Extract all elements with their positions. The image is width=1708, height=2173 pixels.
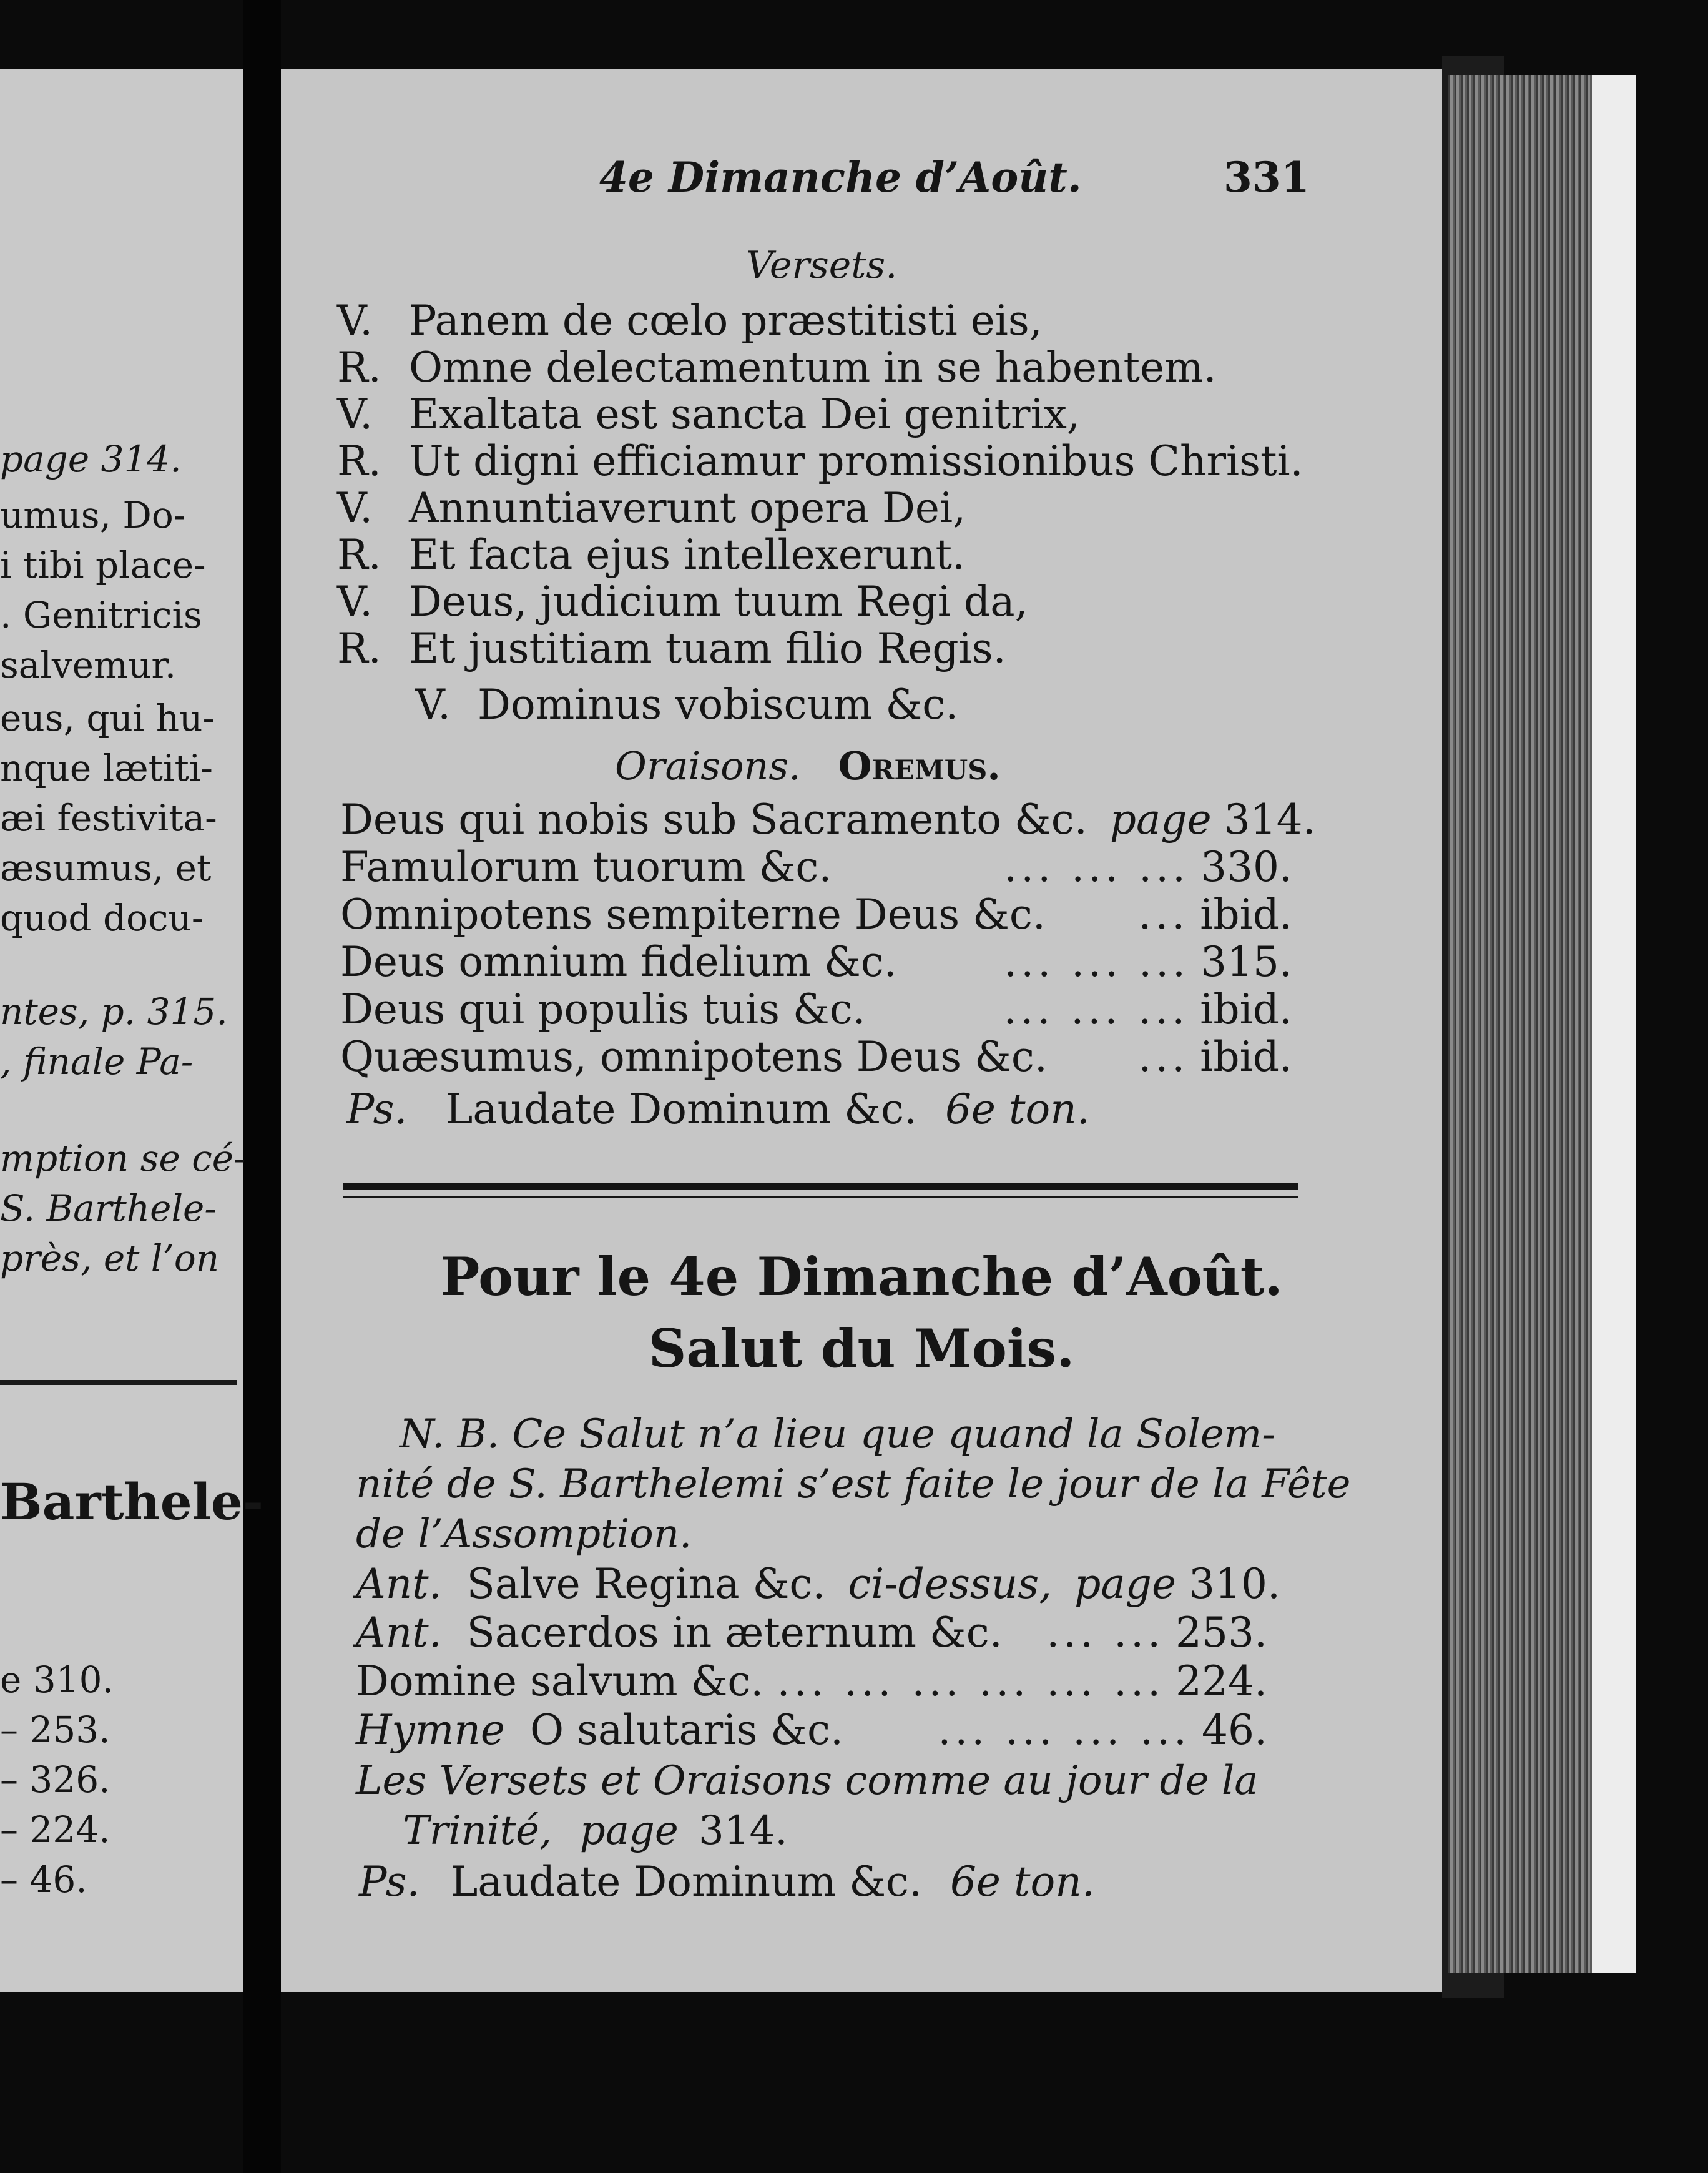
left-page-line: mption se cé- bbox=[0, 1137, 246, 1180]
running-title: 4e Dimanche d’Août. bbox=[599, 153, 1082, 202]
verset-line: V. Exaltata est sancta Dei genitrix, bbox=[337, 390, 1080, 438]
salut-item-row: Domine salvum &c. ... ... ... ... ... ... 224. bbox=[356, 1657, 1267, 1705]
left-page-line: S. Barthele- bbox=[0, 1187, 217, 1229]
verset-closing: V. Dominus vobiscum &c. bbox=[415, 681, 959, 729]
oraison-row: Deus qui populis tuis &c. ... ... ... ibid. bbox=[340, 985, 1292, 1033]
section-subtitle: Salut du Mois. bbox=[648, 1318, 1075, 1379]
left-page-ref: – 253. bbox=[0, 1708, 110, 1751]
section-rule-thick bbox=[343, 1183, 1298, 1190]
section-psalm: Ps. Laudate Dominum &c. 6e ton. bbox=[359, 1858, 1095, 1906]
left-page-line: æsumus, et bbox=[0, 847, 212, 889]
verset-line: R. Et justitiam tuam filio Regis. bbox=[337, 624, 1006, 673]
left-page-line: . Genitricis bbox=[0, 594, 202, 636]
left-page-heading: Barthele- bbox=[0, 1472, 264, 1531]
left-page-ref: – 46. bbox=[0, 1858, 87, 1901]
left-page-line: umus, Do- bbox=[0, 494, 186, 536]
verset-line: R. Ut digni efficiamur promissionibus Christi. bbox=[337, 437, 1303, 485]
oraison-row: Omnipotens sempiterne Deus &c. ... ibid. bbox=[340, 890, 1292, 939]
left-page-ref: – 224. bbox=[0, 1808, 110, 1851]
left-page-line: nque lætiti- bbox=[0, 747, 213, 789]
verset-line: V. Panem de cœlo præstitisti eis, bbox=[337, 297, 1043, 345]
closing-note-line: Les Versets et Oraisons comme au jour de la bbox=[356, 1758, 1259, 1804]
left-page-line: salvemur. bbox=[0, 644, 177, 686]
salut-item-row: Hymne O salutaris &c. ... ... ... ... 46. bbox=[356, 1706, 1267, 1754]
left-page-rule bbox=[0, 1380, 237, 1385]
closing-note-line: Trinité, page 314. bbox=[403, 1808, 788, 1854]
salut-item-row: Ant. Salve Regina &c. ci-dessus, page 310. bbox=[356, 1560, 1280, 1608]
oraisons-heading: Oraisons. bbox=[615, 743, 801, 789]
scan-margin bbox=[1592, 75, 1636, 1973]
left-page-line: æi festivita- bbox=[0, 797, 217, 839]
left-page-ref: e 310. bbox=[0, 1658, 114, 1701]
left-page-line: près, et l’on bbox=[0, 1237, 220, 1279]
verset-line: R. Et facta ejus intellexerunt. bbox=[337, 531, 965, 579]
left-page-line: i tibi place- bbox=[0, 544, 206, 586]
oraison-row: Famulorum tuorum &c. ... ... ... 330. bbox=[340, 843, 1292, 891]
left-page-line: , finale Pa- bbox=[0, 1040, 194, 1083]
page-block-edge bbox=[1448, 75, 1592, 1973]
book-gutter bbox=[243, 0, 281, 2173]
versets-heading: Versets. bbox=[746, 244, 898, 287]
oraisons-heading-line bbox=[615, 743, 1001, 789]
salut-item-row: Ant. Sacerdos in æternum &c. ... ... 253. bbox=[356, 1609, 1267, 1657]
nb-note-line: nité de S. Barthelemi s’est faite le jour de la Fête bbox=[356, 1461, 1351, 1507]
left-page-ref: – 326. bbox=[0, 1758, 110, 1801]
section-rule-thin bbox=[343, 1196, 1298, 1198]
verset-line: V. Deus, judicium tuum Regi da, bbox=[337, 578, 1028, 626]
nb-note-line: N. B. Ce Salut n’a lieu que quand la Solem- bbox=[400, 1411, 1275, 1457]
verset-line: R. Omne delectamentum in se habentem. bbox=[337, 343, 1217, 392]
page-number: 331 bbox=[1224, 153, 1310, 202]
left-page-line: eus, qui hu- bbox=[0, 697, 215, 739]
nb-note-line: de l’Assomption. bbox=[356, 1511, 692, 1557]
oraison-row: Quæsumus, omnipotens Deus &c. ... ibid. bbox=[340, 1033, 1292, 1081]
left-page bbox=[0, 69, 264, 1992]
oremus-label: Oremus. bbox=[838, 743, 1001, 789]
oraisons-psalm: Ps. Laudate Dominum &c. 6e ton. bbox=[346, 1085, 1090, 1133]
left-page-line: quod docu- bbox=[0, 897, 204, 939]
verset-line: V. Annuntiaverunt opera Dei, bbox=[337, 484, 966, 532]
oraison-row: Deus qui nobis sub Sacramento &c. page 314. bbox=[340, 796, 1316, 844]
section-title: Pour le 4e Dimanche d’Août. bbox=[440, 1246, 1283, 1308]
left-page-line: page 314. bbox=[0, 438, 182, 480]
left-page-line: ntes, p. 315. bbox=[0, 990, 228, 1033]
oraison-row: Deus omnium fidelium &c. ... ... ... 315. bbox=[340, 938, 1292, 986]
